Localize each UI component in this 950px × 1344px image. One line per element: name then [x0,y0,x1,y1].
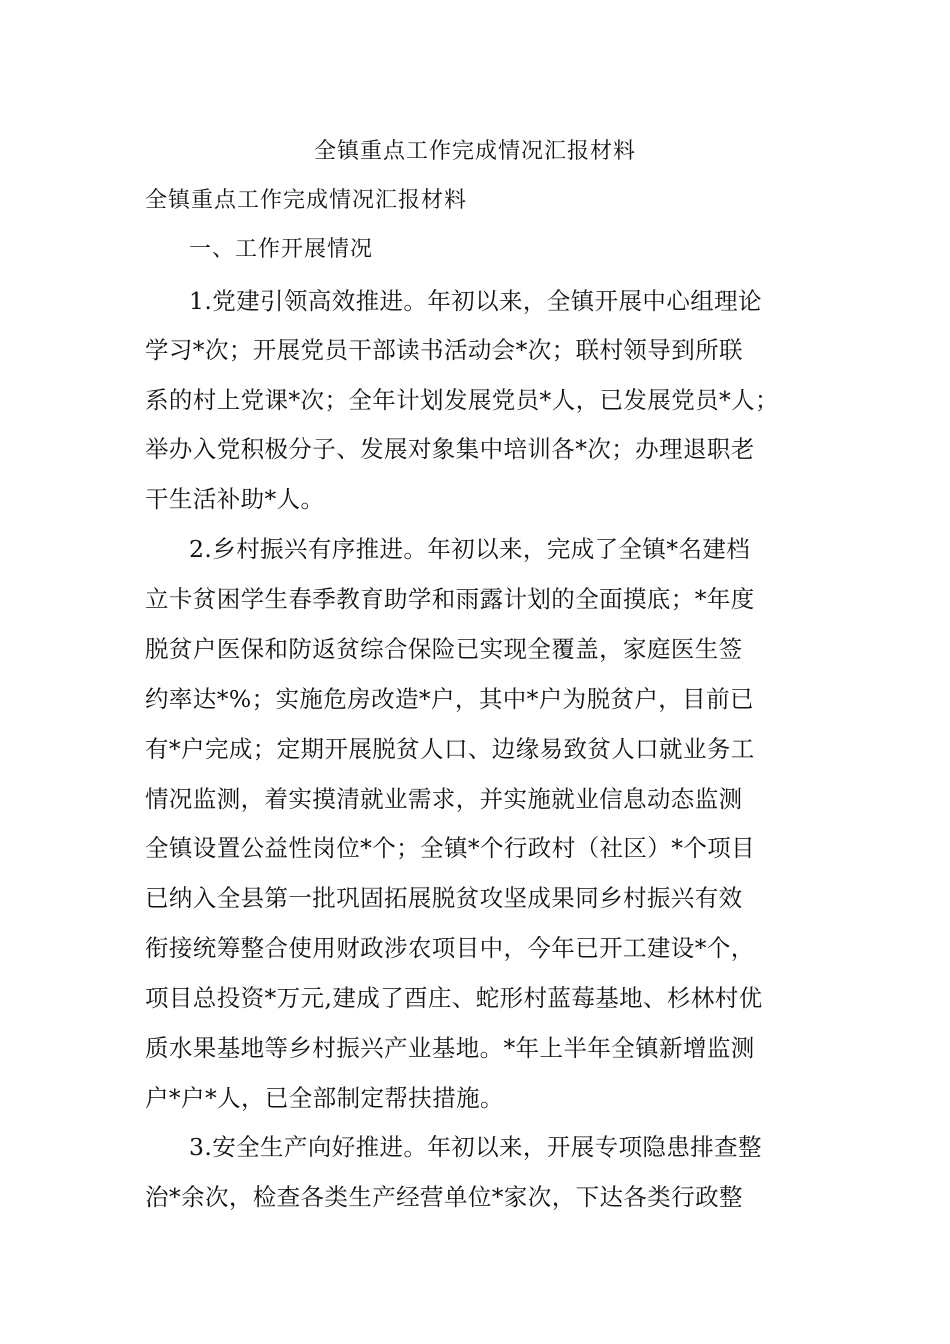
paragraph-2-line-5: 有*户完成；定期开展脱贫人口、边缘易致贫人口就业务工 [145,735,755,763]
paragraph-2-line-6: 情况监测，着实摸清就业需求，并实施就业信息动态监测 [145,785,743,813]
section-heading: 一、工作开展情况 [189,237,374,262]
paragraph-3-line-2: 治*余次，检查各类生产经营单位*家次，下达各类行政整 [145,1183,743,1211]
paragraph-1-line-2: 学习*次；开展党员干部读书活动会*次；联村领导到所联 [145,336,743,364]
document-subtitle: 全镇重点工作完成情况汇报材料 [145,188,468,213]
paragraph-1-line-5: 干生活补助*人。 [145,485,325,513]
paragraph-2-line-7: 全镇设置公益性岗位*个；全镇*个行政村（社区）*个项目 [145,834,756,862]
paragraph-2-line-10: 项目总投资*万元,建成了酉庄、蛇形村蓝莓基地、杉林村优 [145,984,763,1012]
paragraph-2-line-2: 立卡贫困学生春季教育助学和雨露计划的全面摸底；*年度 [145,585,755,613]
paragraph-2-line-8: 已纳入全县第一批巩固拓展脱贫攻坚成果同乡村振兴有效 [145,884,743,912]
paragraph-2-line-11: 质水果基地等乡村振兴产业基地。*年上半年全镇新增监测 [145,1034,755,1062]
paragraph-3-line-1: 3.安全生产向好推进。年初以来，开展专项隐患排查整 [189,1133,762,1161]
paragraph-2-line-9: 衔接统筹整合使用财政涉农项目中，今年已开工建设*个， [145,934,755,962]
paragraph-2-line-3: 脱贫户医保和防返贫综合保险已实现全覆盖，家庭医生签 [145,635,743,663]
document-title: 全镇重点工作完成情况汇报材料 [313,139,636,164]
paragraph-2-line-4: 约率达*%；实施危房改造*户，其中*户为脱贫户，目前已 [145,685,754,713]
paragraph-2-line-1: 2.乡村振兴有序推进。年初以来，完成了全镇*名建档 [189,535,751,563]
paragraph-1-line-4: 举办入党积极分子、发展对象集中培训各*次；办理退职老 [145,435,755,463]
paragraph-1-line-1: 1.党建引领高效推进。年初以来，全镇开展中心组理论 [189,287,762,315]
paragraph-1-line-3: 系的村上党课*次；全年计划发展党员*人，已发展党员*人； [145,386,779,414]
paragraph-2-line-12: 户*户*人，已全部制定帮扶措施。 [145,1084,504,1112]
